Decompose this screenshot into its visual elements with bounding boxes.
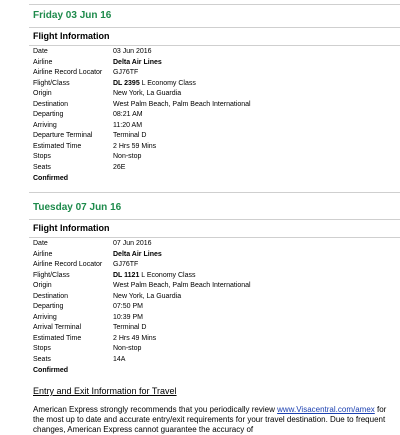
row-value: 07:50 PM	[113, 303, 143, 310]
row-value: 11:20 AM	[113, 121, 143, 129]
row-value: 26E	[113, 163, 126, 171]
row-value	[113, 79, 196, 90]
row-label: Stops	[33, 153, 51, 160]
detail-row-origin	[33, 281, 400, 292]
detail-row-date	[33, 47, 400, 58]
section-title: Flight Information	[33, 31, 110, 41]
row-value: New York, La Guardia	[113, 292, 182, 300]
divider	[29, 192, 400, 193]
advisory-text-start: American Express strongly recommends that you periodically review	[33, 405, 275, 414]
row-label: Arriving	[33, 313, 57, 321]
row-label: Seats	[33, 163, 51, 171]
row-label: Origin	[33, 282, 52, 289]
detail-row-stops	[33, 152, 400, 163]
row-value: Non-stop	[113, 153, 142, 160]
row-value: 03 Jun 2016	[113, 48, 152, 55]
row-label: Arrival Terminal	[33, 324, 82, 331]
row-value: 2 Hrs 49 Mins	[113, 334, 157, 342]
detail-row-airline	[33, 58, 400, 69]
detail-row-estimated-time	[33, 334, 400, 345]
row-label: Departure Terminal	[33, 132, 93, 139]
row-value: West Palm Beach, Palm Beach International	[113, 100, 251, 108]
row-label: Stops	[33, 345, 51, 352]
row-value: Delta Air Lines	[113, 250, 162, 258]
detail-row-terminal	[33, 131, 400, 142]
row-label: Airline	[33, 58, 53, 66]
flight-number: DL 1121	[113, 271, 140, 279]
row-label: Estimated Time	[33, 334, 82, 342]
detail-row-departing	[33, 110, 400, 121]
row-label: Arriving	[33, 121, 57, 129]
detail-row-departing	[33, 302, 400, 313]
row-label: Date	[33, 240, 48, 247]
row-value: Delta Air Lines	[113, 58, 162, 66]
row-label: Airline Record Locator	[33, 261, 103, 268]
travel-advisory-paragraph	[0, 405, 400, 435]
detail-row-arriving	[33, 313, 400, 324]
flight-block-1	[0, 5, 400, 184]
spacer	[0, 184, 400, 192]
status-confirmed: Confirmed	[33, 175, 68, 182]
row-value: GJ76TF	[113, 261, 139, 268]
flight-details	[0, 46, 400, 173]
detail-row-record-locator	[33, 68, 400, 79]
visacentral-link[interactable]: www.Visacentral.com/amex	[277, 405, 375, 414]
row-label: Origin	[33, 90, 52, 97]
flight-number: DL 2395	[113, 79, 140, 87]
row-label: Estimated Time	[33, 142, 82, 150]
detail-row-arriving	[33, 121, 400, 132]
row-label: Date	[33, 48, 48, 55]
row-value: 10:39 PM	[113, 313, 143, 321]
row-value: Terminal D	[113, 132, 147, 139]
detail-row-airline	[33, 250, 400, 261]
row-value: 2 Hrs 59 Mins	[113, 142, 157, 150]
row-value: 14A	[113, 355, 126, 363]
status-confirmed: Confirmed	[33, 367, 68, 374]
detail-row-date	[33, 239, 400, 250]
entry-exit-info-link[interactable]: Entry and Exit Information for Travel	[33, 386, 177, 396]
row-value: Non-stop	[113, 345, 142, 352]
section-title: Flight Information	[33, 223, 110, 233]
itinerary-page	[0, 4, 400, 434]
day-header: Tuesday 07 Jun 16	[33, 202, 122, 213]
detail-row-seats	[33, 355, 400, 366]
detail-row-destination	[33, 292, 400, 303]
row-label: Flight/Class	[33, 271, 70, 279]
detail-row-terminal	[33, 323, 400, 334]
flight-details	[0, 238, 400, 365]
row-label: Airline	[33, 250, 53, 258]
row-label: Departing	[33, 303, 64, 310]
detail-row-flight-class	[33, 79, 400, 90]
row-value: Terminal D	[113, 324, 147, 331]
row-label: Airline Record Locator	[33, 69, 103, 76]
row-label: Departing	[33, 111, 64, 118]
detail-row-destination	[33, 100, 400, 111]
detail-row-flight-class	[33, 271, 400, 282]
day-header: Friday 03 Jun 16	[33, 10, 112, 21]
detail-row-stops	[33, 344, 400, 355]
detail-row-record-locator	[33, 260, 400, 271]
row-value: 07 Jun 2016	[113, 240, 152, 247]
row-value: West Palm Beach, Palm Beach International	[113, 282, 251, 289]
flight-block-2	[0, 197, 400, 376]
row-value	[113, 271, 196, 282]
row-value: New York, La Guardia	[113, 90, 182, 97]
row-label: Seats	[33, 355, 51, 363]
detail-row-seats	[33, 163, 400, 174]
advisory-text-rest: for the most up to date and accurate entry/exit requirements for your travel destination. Due to frequent changes, American Express cannot guarantee the accuracy of	[33, 405, 387, 434]
flight-class: L Economy Class	[139, 79, 196, 87]
row-label: Flight/Class	[33, 79, 70, 87]
detail-row-estimated-time	[33, 142, 400, 153]
row-label: Destination	[33, 100, 69, 108]
detail-row-origin	[33, 89, 400, 100]
row-value: GJ76TF	[113, 69, 139, 76]
row-label: Destination	[33, 292, 69, 300]
flight-class: L Economy Class	[139, 271, 196, 279]
row-value: 08:21 AM	[113, 111, 143, 118]
